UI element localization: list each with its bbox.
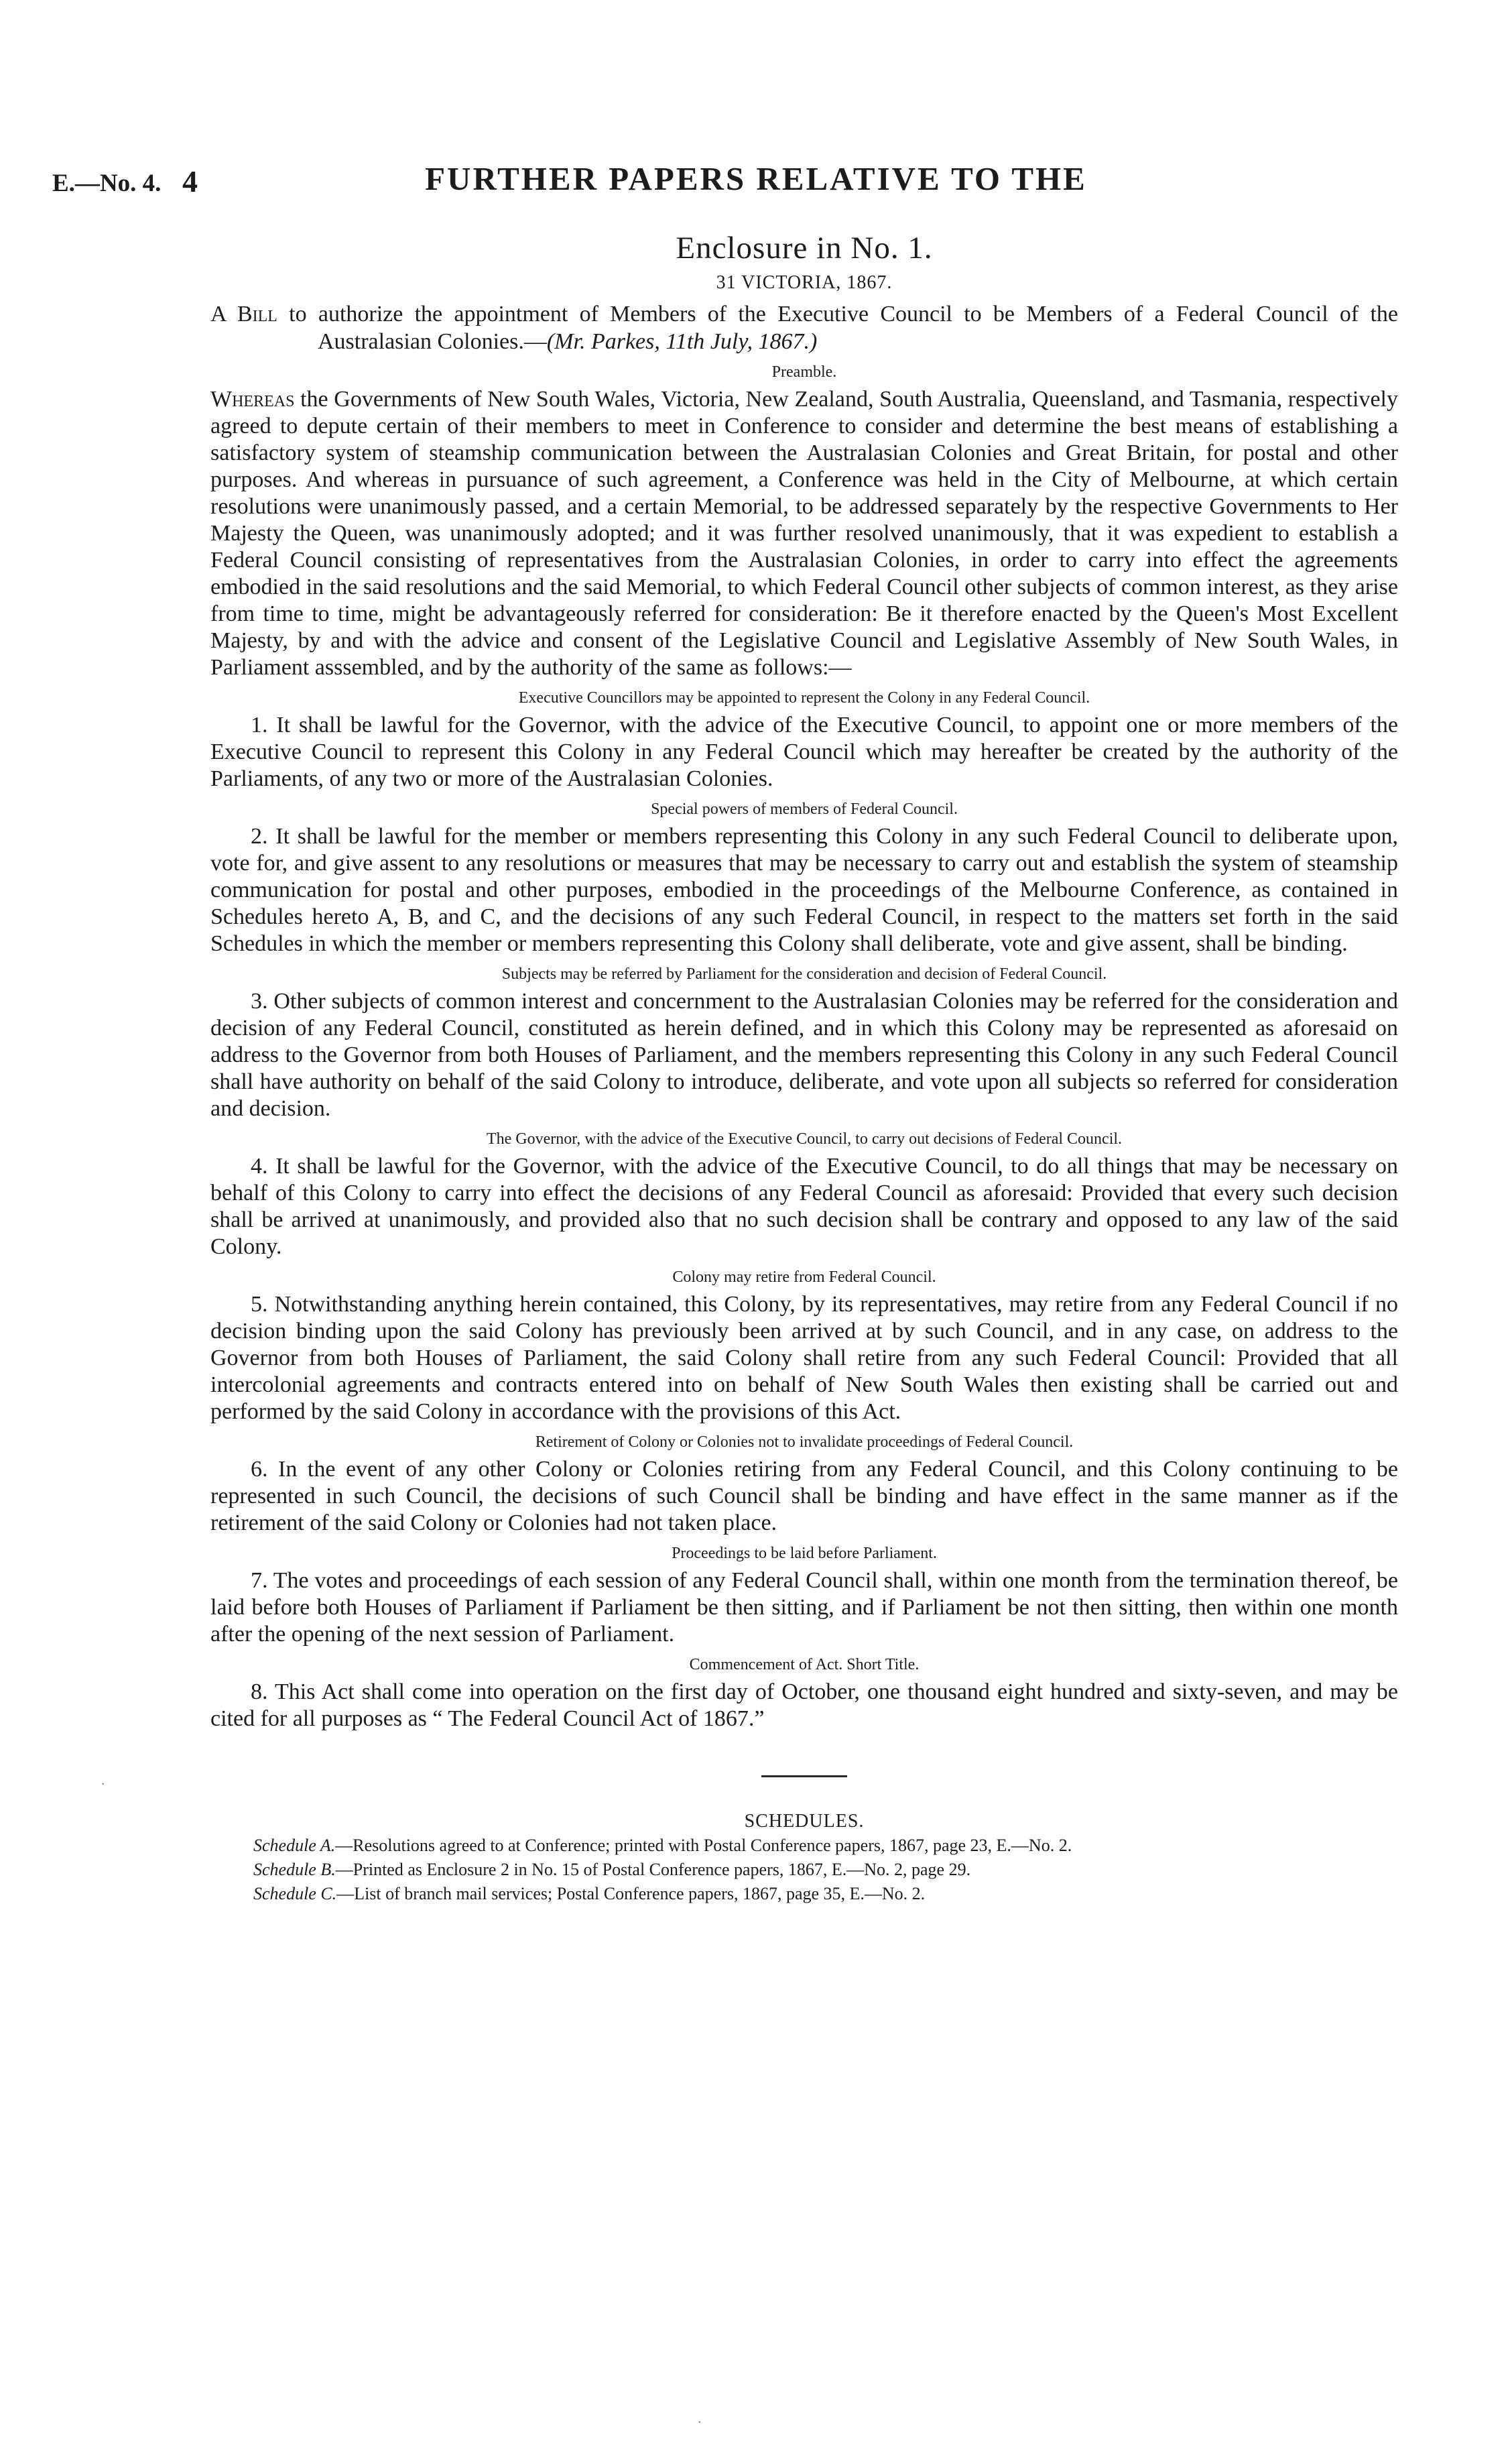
section-4: 4. It shall be lawful for the Governor, with the advice of the Executive Council, to do all things that may be necessary on behalf of this Colony to carry into effect the decisions of any Federal Council as aforesaid: Provided that every such decision shall be arrived at unanimously, and provided also that no such decision shall be contrary and opposed to any law of the said Colony. (210, 1154, 1398, 1259)
schedule-c (210, 1882, 1398, 1906)
section-5: 5. Notwithstanding anything herein contained, this Colony, by its representatives, may retire from any Federal Council if no decision binding upon the said Colony has previously been arrived at by such Council, and in any case, on address to the Governor from both Houses of Parliament, the said Colony shall retire from any such Federal Council: Provided that all intercolonial agreements and contracts entered into on behalf of New South Wales then existing shall be carried out and performed by the said Colony in accordance with the provisions of this Act. (210, 1292, 1398, 1424)
section-5-note: Colony may retire from Federal Council. (672, 1268, 936, 1286)
running-title: FURTHER PAPERS RELATIVE TO THE (425, 160, 1087, 197)
fold-speck: · (697, 2414, 702, 2430)
bill-text: to authorize the appointment of Members of the Executive Council to be Members of a Federal Council of the Australasian Colonies.— (277, 302, 1398, 354)
schedules-heading: SCHEDULES. (744, 1811, 865, 1832)
section-2: 2. It shall be lawful for the member or members representing this Colony in any such Federal Council to deliberate upon, vote for, and give assent to any resolutions or measures that may be necessary to carry out and establish the system of steamship communication for postal and other purposes, embodied in the proceedings of the Melbourne Conference, as contained in Schedules hereto A, B, and C, and the decisions of any such Federal Council, in respect to the matters set forth in the said Schedules in which the member or members representing this Colony shall deliberate, vote and give assent, shall be binding. (210, 824, 1398, 956)
document-body (210, 228, 1398, 1906)
margin-speck: · (101, 1775, 106, 1792)
schedule-b-text: —Printed as Enclosure 2 in No. 15 of Postal Conference papers, 1867, E.—No. 2, page 29. (335, 1860, 971, 1879)
section-7-note: Proceedings to be laid before Parliament. (672, 1545, 937, 1562)
section-2-note: Special powers of members of Federal Council. (651, 800, 958, 818)
preamble-note: Preamble. (771, 363, 837, 381)
preamble-body: the Governments of New South Wales, Victoria, New Zealand, South Australia, Queensland, and Tasmania, respectively agreed to depute certain of their members to meet in Conference to consider and determine the best means of establishing a satisfactory system of steamship communication between the Australasian Colonies and Great Britain, for postal and other purposes. And whereas in pursuance of such agreement, a Conference was held in the City of Melbourne, at which certain resolutions were unanimously passed, and a certain Memorial, to be addressed separately by the respective Governments to Her Majesty the Queen, was unanimously adopted; and it was further resolved unanimously, that it was expedient to establish a Federal Council consisting of representatives from the Australasian Colonies, in order to carry into effect the agreements embodied in the said resolutions and the said Memorial, to which Federal Council other subjects of common interest, as they arise from time to time, might be advantageously referred for consideration: Be it therefore enacted by the Queen's Most Excellent Majesty, by and with the advice and consent of the Legislative Council and Legislative Assembly of New South Wales, in Parliament asssembled, and by the authority of the same as follows:— (210, 387, 1398, 680)
section-8: 8. This Act shall come into operation on the first day of October, one thousand eight hundred and sixty-seven, and may be cited for all purposes as “ The Federal Council Act of 1867.” (210, 1679, 1398, 1731)
section-1: 1. It shall be lawful for the Governor, with the advice of the Executive Council, to appoint one or more members of the Executive Council to represent this Colony in any Federal Council which may hereafter be created by the authority of the Parliaments, of any two or more of the Australasian Colonies. (210, 713, 1398, 791)
page-number: 4 (182, 164, 198, 198)
schedule-a (210, 1834, 1398, 1858)
section-3-note: Subjects may be referred by Parliament for the consideration and decision of Federal Council. (501, 965, 1107, 983)
preamble-text (210, 386, 1398, 681)
section-3: 3. Other subjects of common interest and concernment to the Australasian Colonies may be referred for the consideration and decision of any Federal Council, constituted as herein defined, and in which this Colony may be represented as aforesaid on address to the Governor from both Houses of Parliament, and the members representing this Colony in any such Federal Council shall have authority on behalf of the said Colony to introduce, deliberate, and vote upon all subjects so referred for consideration and decision. (210, 989, 1398, 1121)
bill-prefix: A Bill (210, 302, 277, 326)
bill-title (210, 300, 1398, 355)
section-6: 6. In the event of any other Colony or Colonies retiring from any Federal Council, and this Colony continuing to be represented in such Council, the decisions of such Council shall be binding and have effect in the same manner as if the retirement of the said Colony or Colonies had not taken place. (210, 1457, 1398, 1535)
enclosure-heading: Enclosure in No. 1. (676, 231, 933, 265)
section-1-note: Executive Councillors may be appointed to represent the Colony in any Federal Council. (518, 689, 1090, 707)
schedule-b (210, 1858, 1398, 1882)
schedule-a-label: Schedule A. (253, 1836, 336, 1855)
section-8-note: Commencement of Act. Short Title. (689, 1656, 920, 1673)
section-6-note: Retirement of Colony or Colonies not to invalidate proceedings of Federal Council. (535, 1433, 1074, 1451)
page-header (0, 160, 1512, 206)
bill-sponsor: (Mr. Parkes, 11th July, 1867.) (546, 329, 818, 354)
preamble-first-word: Whereas (210, 387, 295, 412)
schedule-b-label: Schedule B. (253, 1860, 336, 1879)
section-4-note: The Governor, with the advice of the Executive Council, to carry out decisions of Federal Council. (486, 1130, 1123, 1148)
paper-reference: E.—No. 4. (52, 170, 162, 197)
section-7: 7. The votes and proceedings of each session of any Federal Council shall, within one month from the termination thereof, be laid before both Houses of Parliament if Parliament be then sitting, and if Parliament be not then sitting, then within one month after the opening of the next session of Parliament. (210, 1568, 1398, 1647)
schedule-c-text: —List of branch mail services; Postal Conference papers, 1867, page 35, E.—No. 2. (336, 1884, 926, 1903)
schedule-a-text: —Resolutions agreed to at Conference; printed with Postal Conference papers, 1867, page 23, E.—No. 2. (335, 1836, 1072, 1855)
session-line: 31 VICTORIA, 1867. (716, 272, 893, 293)
schedule-c-label: Schedule C. (253, 1884, 337, 1903)
section-divider (761, 1775, 847, 1777)
